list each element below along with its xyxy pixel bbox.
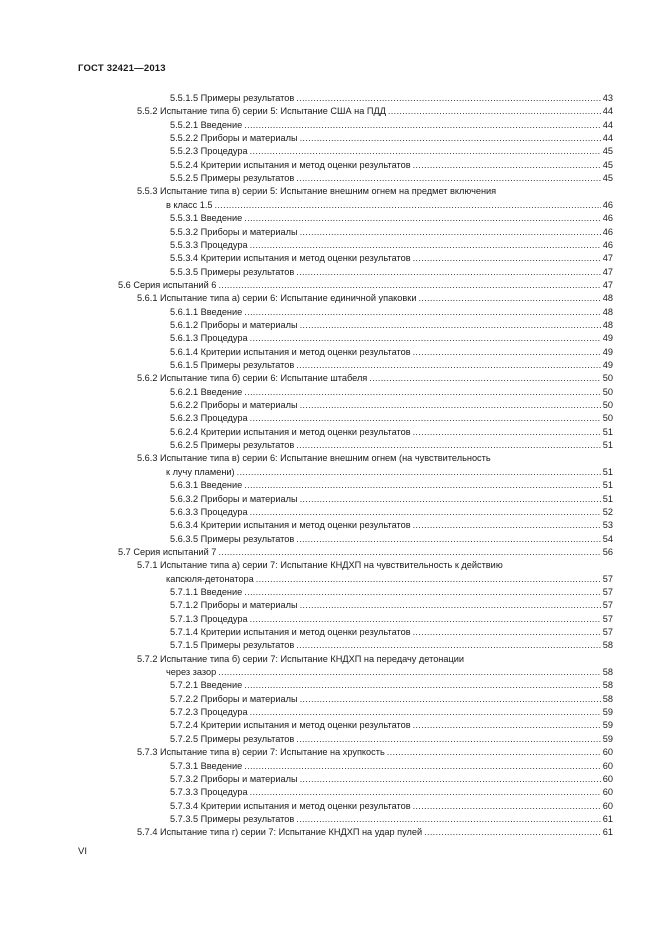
toc-entry[interactable] [170, 171, 613, 184]
toc-entry-label: 5.7.1.5 Примеры результатов [170, 640, 295, 651]
toc-entry[interactable] [137, 745, 613, 758]
toc-entry[interactable] [137, 451, 613, 464]
toc-entry-page: 51 [602, 440, 613, 451]
toc-entry[interactable] [170, 785, 613, 798]
toc-leader-dots [244, 213, 601, 224]
toc-entry[interactable] [137, 371, 613, 384]
toc-leader-dots [250, 707, 601, 718]
toc-entry-label: 5.7 Серия испытаний 7 [118, 546, 217, 557]
toc-leader-dots [413, 801, 601, 812]
toc-entry-label: 5.6.1.2 Приборы и материалы [170, 319, 298, 330]
toc-entry[interactable] [170, 118, 613, 131]
toc-entry[interactable] [170, 358, 613, 371]
toc-leader-dots [296, 640, 601, 651]
toc-entry-page: 49 [602, 333, 613, 344]
toc-entry[interactable] [170, 612, 613, 625]
toc-entry-label: 5.5.2.1 Введение [170, 119, 243, 130]
toc-entry-page: 45 [602, 159, 613, 170]
toc-entry-page: 59 [602, 733, 613, 744]
toc-entry-page: 50 [602, 413, 613, 424]
toc-entry-label: 5.5.3.3 Процедура [170, 239, 248, 250]
toc-entry-label: 5.5.2 Испытание типа б) серии 5: Испытание США на ПДД [137, 106, 386, 117]
toc-entry[interactable] [170, 131, 613, 144]
toc-leader-dots [244, 307, 601, 318]
toc-entry[interactable] [170, 478, 613, 491]
toc-entry[interactable] [170, 692, 613, 705]
toc-entry-label: 5.6.1.5 Примеры результатов [170, 360, 295, 370]
toc-entry-label: 5.7.1 Испытание типа а) серии 7: Испытание КНДХП на чувствительность к действию [137, 560, 503, 571]
toc-entry-page: 44 [602, 133, 613, 144]
toc-entry-page: 51 [602, 493, 613, 504]
toc-leader-dots [296, 440, 601, 451]
toc-entry-label: 5.6.2.3 Процедура [170, 413, 248, 424]
toc-entry-page: 57 [602, 586, 613, 597]
toc-entry-page: 57 [602, 600, 613, 611]
toc-leader-dots [296, 534, 601, 545]
toc-entry[interactable] [118, 545, 613, 558]
toc-leader-dots [296, 734, 601, 745]
toc-leader-dots [250, 146, 601, 157]
toc-entry-label: 5.6.3.3 Процедура [170, 506, 248, 517]
toc-entry-label: 5.7.2 Испытание типа б) серии 7: Испытание КНДХП на передачу детонации [137, 653, 465, 664]
toc-entry-page: 49 [602, 360, 613, 370]
toc-entry[interactable] [170, 238, 613, 251]
toc-leader-dots [244, 587, 601, 598]
toc-leader-dots [300, 133, 601, 144]
toc-leader-dots [413, 720, 601, 731]
toc-entry-label: через зазор [166, 667, 217, 678]
toc-entry-label: 5.5.3 Испытание типа в) серии 5: Испытание внешним огнем на предмет включения [137, 186, 497, 197]
toc-leader-dots [244, 387, 601, 398]
toc-entry-page: 52 [602, 506, 613, 517]
toc-entry-label: 5.6.2.1 Введение [170, 386, 243, 397]
toc-entry-label: 5.5.3.5 Примеры результатов [170, 266, 295, 277]
toc-entry[interactable] [170, 385, 613, 398]
toc-leader-dots [296, 173, 601, 184]
toc-entry-page: 58 [602, 680, 613, 691]
toc-entry[interactable] [170, 318, 613, 331]
toc-leader-dots [250, 787, 601, 798]
toc-leader-dots [413, 427, 601, 438]
toc-leader-dots [244, 480, 601, 491]
toc-leader-dots [413, 627, 601, 638]
toc-entry-page: 58 [602, 667, 613, 678]
toc-entry-label: 5.5.1.5 Примеры результатов [170, 93, 295, 103]
toc-entry[interactable] [170, 638, 613, 651]
toc-leader-dots [300, 694, 601, 705]
toc-entry[interactable] [137, 291, 613, 304]
toc-entry-label: 5.7.2.3 Процедура [170, 707, 248, 718]
toc-leader-dots [256, 574, 601, 585]
toc-entry-page: 51 [602, 426, 613, 437]
toc-entry-page: 46 [602, 239, 613, 250]
toc-entry-label: 5.6.2.4 Критерии испытания и метод оценки результатов [170, 426, 411, 437]
toc-entry[interactable] [137, 184, 613, 197]
toc-entry[interactable] [170, 532, 613, 545]
toc-entry-label: 5.5.2.3 Процедура [170, 146, 248, 157]
toc-entry-page: 51 [602, 480, 613, 491]
toc-leader-dots [300, 400, 601, 411]
toc-entry[interactable] [166, 572, 613, 585]
toc-entry-label: 5.7.1.3 Процедура [170, 613, 248, 624]
toc-entry[interactable] [170, 265, 613, 278]
toc-leader-dots [244, 120, 601, 131]
toc-entry-label: 5.6.2 Испытание типа б) серии 6: Испытание штабеля [137, 373, 368, 384]
toc-entry-label: 5.5.2.4 Критерии испытания и метод оценки результатов [170, 159, 411, 170]
toc-entry-label: 5.6.3 Испытание типа в) серии 6: Испытание внешним огнем (на чувствительность [137, 453, 491, 464]
toc-entry-page: 47 [602, 253, 613, 264]
toc-entry[interactable] [170, 759, 613, 772]
toc-entry-label: в класс 1.5 [166, 199, 213, 210]
toc-entry-label: 5.6.1 Испытание типа а) серии 6: Испытание единичной упаковки [137, 293, 417, 304]
toc-entry-label: 5.7.4 Испытание типа г) серии 7: Испытание КНДХП на удар пулей [137, 827, 423, 838]
toc-entry-page: 50 [602, 400, 613, 411]
toc-entry[interactable] [170, 425, 613, 438]
toc-entry[interactable] [170, 411, 613, 424]
toc-entry[interactable] [170, 585, 613, 598]
toc-leader-dots [413, 160, 601, 171]
toc-leader-dots [300, 494, 601, 505]
toc-entry-page: 59 [602, 720, 613, 731]
toc-leader-dots [387, 747, 601, 758]
toc-entry-label: 5.6 Серия испытаний 6 [118, 279, 217, 290]
toc-entry-page: 60 [602, 787, 613, 798]
toc-entry[interactable] [170, 598, 613, 611]
toc-leader-dots [413, 253, 601, 264]
toc-entry-label: 5.7.3.5 Примеры результатов [170, 813, 295, 824]
toc-entry[interactable] [170, 812, 613, 825]
toc-entry-label: 5.5.2.5 Примеры результатов [170, 173, 295, 184]
toc-entry[interactable] [137, 558, 613, 571]
toc-leader-dots [300, 320, 601, 331]
toc-entry[interactable] [170, 144, 613, 157]
toc-entry-page: 46 [602, 199, 613, 210]
toc-entry-page: 54 [602, 533, 613, 544]
page-number: VI [78, 846, 87, 857]
toc-leader-dots [413, 347, 601, 358]
toc-leader-dots [388, 106, 601, 117]
toc-leader-dots [300, 227, 601, 238]
toc-entry[interactable] [170, 345, 613, 358]
toc-leader-dots [250, 507, 601, 518]
toc-entry-page: 60 [602, 773, 613, 784]
toc-entry[interactable] [170, 251, 613, 264]
toc-entry-page: 47 [602, 279, 613, 290]
toc-leader-dots [244, 680, 601, 691]
toc-entry-page: 46 [602, 213, 613, 224]
toc-entry[interactable] [170, 625, 613, 638]
toc-entry-page: 58 [602, 640, 613, 651]
toc-entry-label: 5.6.3.4 Критерии испытания и метод оценки результатов [170, 520, 411, 531]
toc-leader-dots [237, 467, 601, 478]
toc-entry-page: 57 [602, 613, 613, 624]
toc-entry-page: 50 [602, 373, 613, 384]
toc-leader-dots [296, 360, 601, 371]
toc-entry-page: 50 [602, 386, 613, 397]
toc-entry-label: 5.6.1.4 Критерии испытания и метод оценки результатов [170, 346, 411, 357]
toc-entry-label: 5.7.1.2 Приборы и материалы [170, 600, 298, 611]
toc-entry-label: 5.6.1.3 Процедура [170, 333, 248, 344]
toc-entry-label: 5.6.3.5 Примеры результатов [170, 533, 295, 544]
toc-entry-page: 58 [602, 693, 613, 704]
toc-entry-label: 5.7.3.4 Критерии испытания и метод оценки результатов [170, 800, 411, 811]
toc-entry[interactable] [137, 825, 613, 838]
toc-leader-dots [250, 240, 601, 251]
toc-entry-page: 45 [602, 146, 613, 157]
toc-entry[interactable] [170, 305, 613, 318]
toc-leader-dots [418, 293, 600, 304]
toc-entry-label: 5.7.2.4 Критерии испытания и метод оценки результатов [170, 720, 411, 731]
toc-leader-dots [250, 413, 601, 424]
toc-entry[interactable] [170, 438, 613, 451]
toc-entry-label: 5.6.3.1 Введение [170, 480, 243, 491]
toc-entry-page: 45 [602, 173, 613, 184]
toc-entry-page: 46 [602, 226, 613, 237]
toc-entry-page: 44 [602, 119, 613, 130]
toc-entry-label: 5.7.2.2 Приборы и материалы [170, 693, 298, 704]
toc-entry-page: 44 [602, 106, 613, 117]
toc-entry[interactable] [170, 158, 613, 171]
toc-entry[interactable] [170, 518, 613, 531]
toc-entry-page: 57 [602, 627, 613, 637]
toc-entry-page: 60 [602, 747, 613, 758]
toc-leader-dots [218, 667, 601, 678]
toc-entry-label: 5.5.3.4 Критерии испытания и метод оценки результатов [170, 253, 411, 264]
toc-leader-dots [215, 200, 601, 211]
toc-leader-dots [413, 520, 601, 531]
toc-entry-label: 5.7.1.4 Критерии испытания и метод оценки результатов [170, 627, 411, 637]
toc-entry-label: 5.7.2.1 Введение [170, 680, 243, 691]
toc-entry-label: 5.7.2.5 Примеры результатов [170, 733, 295, 744]
toc-leader-dots [424, 827, 601, 838]
toc-leader-dots [300, 774, 601, 785]
toc-leader-dots [244, 761, 601, 772]
toc-entry[interactable] [166, 665, 613, 678]
toc-entry[interactable] [170, 91, 613, 104]
toc-entry[interactable] [170, 211, 613, 224]
toc-entry-label: капсюля-детонатора [166, 573, 254, 584]
document-header: ГОСТ 32421—2013 [78, 63, 166, 74]
toc-leader-dots [250, 614, 601, 625]
toc-entry-page: 48 [602, 319, 613, 330]
toc-entry[interactable] [166, 198, 613, 211]
toc-entry-label: 5.7.3.3 Процедура [170, 787, 248, 798]
toc-entry[interactable] [170, 492, 613, 505]
toc-entry-label: 5.5.3.2 Приборы и материалы [170, 226, 298, 237]
toc-entry-page: 56 [602, 546, 613, 557]
toc-entry-page: 48 [602, 293, 613, 304]
toc-entry[interactable] [170, 505, 613, 518]
toc-leader-dots [296, 267, 601, 278]
toc-entry-label: 5.7.1.1 Введение [170, 586, 243, 597]
toc-entry-label: 5.7.3.2 Приборы и материалы [170, 773, 298, 784]
toc-entry-label: к лучу пламени) [166, 466, 235, 477]
toc-entry-page: 59 [602, 707, 613, 718]
toc-entry[interactable] [170, 732, 613, 745]
toc-entry[interactable] [170, 331, 613, 344]
toc-entry-label: 5.7.3 Испытание типа в) серии 7: Испытание на хрупкость [137, 747, 385, 758]
toc-entry-page: 53 [602, 520, 613, 531]
toc-entry-label: 5.6.2.5 Примеры результатов [170, 440, 295, 451]
toc-entry-label: 5.5.3.1 Введение [170, 213, 243, 224]
toc-entry-page: 51 [602, 466, 613, 477]
toc-entry[interactable] [170, 678, 613, 691]
toc-entry[interactable] [170, 718, 613, 731]
toc-leader-dots [218, 547, 600, 558]
toc-entry-page: 57 [602, 573, 613, 584]
toc-entry-label: 5.5.2.2 Приборы и материалы [170, 133, 298, 144]
toc-entry[interactable] [170, 799, 613, 812]
toc-leader-dots [250, 333, 601, 344]
toc-entry-page: 49 [602, 346, 613, 357]
toc-entry[interactable] [170, 225, 613, 238]
toc-leader-dots [369, 373, 600, 384]
toc-entry[interactable] [166, 465, 613, 478]
toc-entry-page: 43 [602, 93, 613, 103]
toc-entry[interactable] [137, 652, 613, 665]
toc-entry[interactable] [137, 104, 613, 117]
toc-entry-label: 5.6.2.2 Приборы и материалы [170, 400, 298, 411]
toc-entry-page: 61 [602, 827, 613, 838]
toc-entry[interactable] [170, 398, 613, 411]
toc-entry-label: 5.7.3.1 Введение [170, 760, 243, 771]
toc-entry-page: 61 [602, 813, 613, 824]
toc-leader-dots [296, 93, 601, 104]
toc-entry-page: 47 [602, 266, 613, 277]
toc-entry-page: 60 [602, 800, 613, 811]
toc-entry-page: 60 [602, 760, 613, 771]
toc-entry-label: 5.6.1.1 Введение [170, 306, 243, 317]
toc-leader-dots [218, 280, 600, 291]
toc-entry[interactable] [170, 772, 613, 785]
toc-entry-label: 5.6.3.2 Приборы и материалы [170, 493, 298, 504]
toc-leader-dots [300, 600, 601, 611]
toc-leader-dots [296, 814, 601, 825]
toc-entry[interactable] [170, 705, 613, 718]
toc-entry[interactable] [118, 278, 613, 291]
toc-entry-page: 48 [602, 306, 613, 317]
